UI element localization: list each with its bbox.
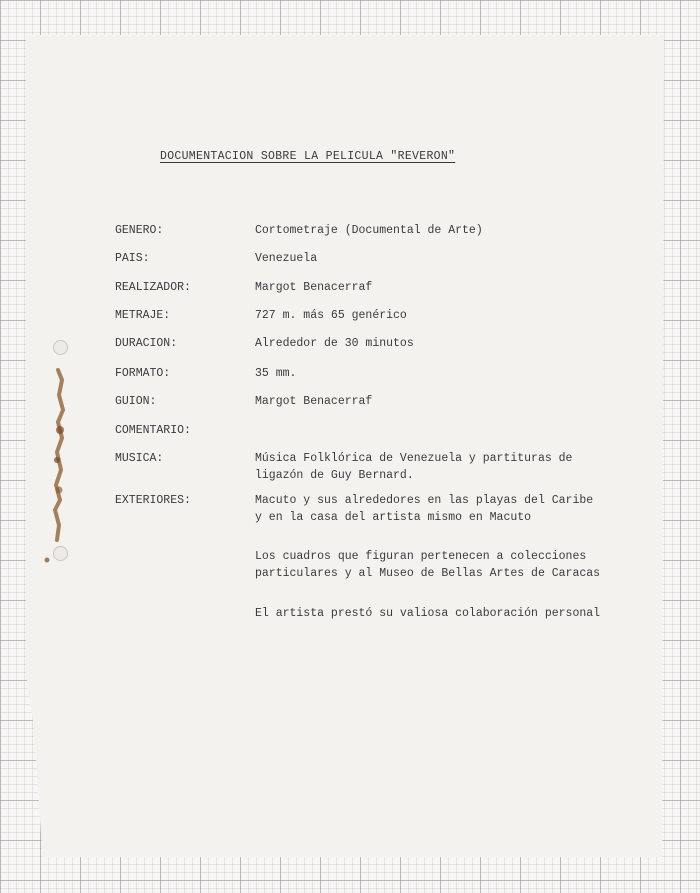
note-line: El artista prestó su valiosa colaboración personal: [255, 607, 601, 620]
field-value: Alrededor de 30 minutos: [255, 337, 414, 350]
field-value: Venezuela: [255, 252, 318, 265]
note-line: particulares y al Museo de Bellas Artes de Caracas: [255, 567, 601, 580]
field-value: [255, 492, 595, 526]
field-label: GENERO:: [115, 224, 164, 237]
field-value-line: ligazón de Guy Bernard.: [255, 469, 414, 482]
field-value: 35 mm.: [255, 367, 297, 380]
field-value: [255, 450, 595, 484]
field-label: DURACION:: [115, 337, 178, 350]
document-title: DOCUMENTACION SOBRE LA PELICULA "REVERON": [160, 150, 456, 163]
punch-hole-top: [53, 340, 68, 355]
field-label: COMENTARIO:: [115, 424, 191, 437]
field-value: 727 m. más 65 genérico: [255, 309, 407, 322]
field-value: Margot Benacerraf: [255, 395, 373, 408]
field-label: MUSICA:: [115, 452, 164, 465]
field-label: METRAJE:: [115, 309, 171, 322]
field-label: FORMATO:: [115, 367, 171, 380]
field-value-line: Música Folklórica de Venezuela y partituras de: [255, 452, 573, 465]
field-label: REALIZADOR:: [115, 281, 191, 294]
field-value: Cortometraje (Documental de Arte): [255, 224, 483, 237]
field-value-line: y en la casa del artista mismo en Macuto: [255, 511, 532, 524]
rust-stain-mark: [44, 360, 74, 570]
field-value: Margot Benacerraf: [255, 281, 373, 294]
note-paragraph: [255, 605, 635, 622]
field-value-line: Macuto y sus alrededores en las playas del Caribe: [255, 494, 594, 507]
field-label: EXTERIORES:: [115, 494, 191, 507]
field-label: PAIS:: [115, 252, 150, 265]
field-label: GUION:: [115, 395, 157, 408]
note-line: Los cuadros que figuran pertenecen a colecciones: [255, 550, 587, 563]
note-paragraph: [255, 548, 635, 582]
